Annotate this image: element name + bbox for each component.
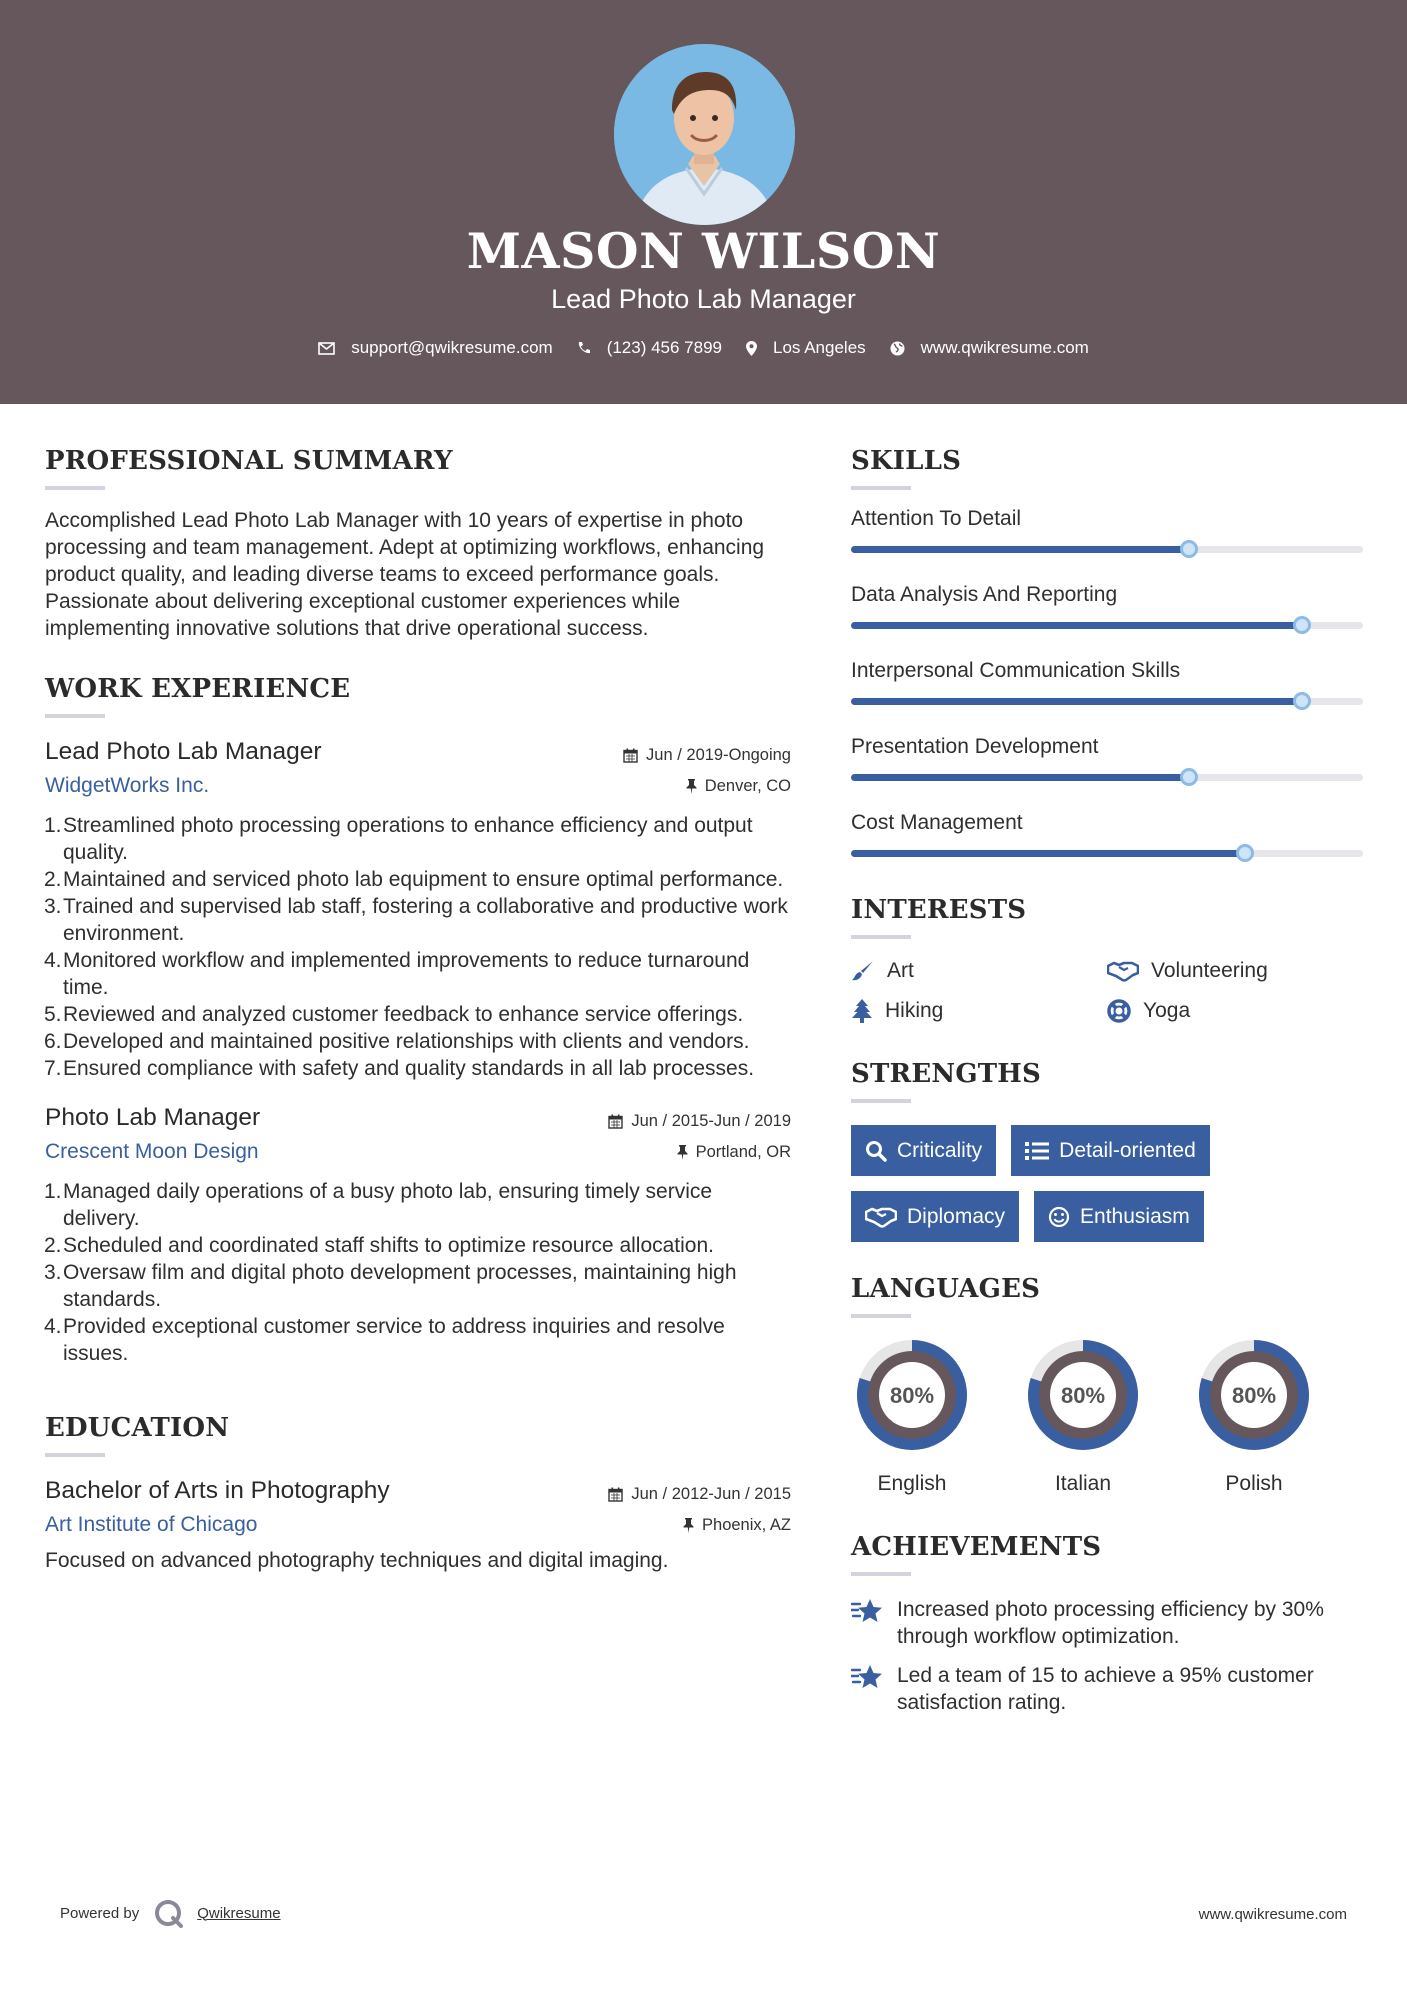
job-entry bbox=[45, 738, 791, 1082]
skill-bar bbox=[851, 774, 1363, 781]
language-ring bbox=[851, 1334, 973, 1456]
skill-bar bbox=[851, 622, 1363, 629]
language-name: Polish bbox=[1225, 1472, 1283, 1495]
list-item: 2. Maintained and serviced photo lab equipment to ensure optimal performance. bbox=[44, 868, 784, 891]
calendar-icon bbox=[608, 1487, 623, 1502]
skill-item bbox=[851, 659, 1363, 705]
list-item: 3. Trained and supervised lab staff, fostering a collaborative and productive work environment. bbox=[44, 895, 788, 945]
smile-icon bbox=[1048, 1206, 1070, 1228]
job-location-text: Portland, OR bbox=[695, 1142, 791, 1161]
skill-bar bbox=[851, 698, 1363, 705]
education-entry bbox=[45, 1477, 791, 1574]
qwikresume-link[interactable]: Qwikresume bbox=[197, 1904, 281, 1922]
language-item bbox=[1193, 1334, 1315, 1496]
skill-name: Interpersonal Communication Skills bbox=[851, 659, 1181, 682]
pushpin-icon bbox=[686, 779, 697, 794]
strength-label: Enthusiasm bbox=[1080, 1204, 1190, 1228]
skill-item bbox=[851, 735, 1363, 781]
skill-item bbox=[851, 811, 1363, 857]
contact-location bbox=[746, 338, 866, 358]
degree-title: Bachelor of Arts in Photography bbox=[45, 1477, 390, 1504]
job-role: Photo Lab Manager bbox=[45, 1104, 261, 1131]
interests-heading: INTERESTS bbox=[851, 895, 1027, 925]
star-icon bbox=[851, 1664, 884, 1692]
strengths-list bbox=[851, 1125, 1363, 1242]
skill-item bbox=[851, 583, 1363, 629]
section-divider bbox=[851, 1314, 911, 1318]
experience-section bbox=[45, 674, 791, 1367]
list-icon bbox=[1025, 1141, 1049, 1161]
language-item bbox=[851, 1334, 973, 1496]
contact-bar bbox=[0, 338, 1407, 358]
section-divider bbox=[45, 714, 105, 718]
star-icon bbox=[851, 1598, 884, 1626]
contact-website-text: www.qwikresume.com bbox=[920, 338, 1089, 357]
list-item: 3. Oversaw film and digital photo development processes, maintaining high standards. bbox=[44, 1261, 737, 1311]
skill-bar-fill bbox=[851, 546, 1189, 553]
skill-bar-knob bbox=[1293, 692, 1311, 710]
job-entry bbox=[45, 1104, 791, 1367]
phone-icon bbox=[577, 341, 591, 355]
skill-bar-knob bbox=[1236, 844, 1254, 862]
pushpin-icon bbox=[677, 1145, 688, 1160]
skill-bar-knob bbox=[1180, 540, 1198, 558]
interests-section bbox=[851, 895, 1363, 1023]
interest-label: Volunteering bbox=[1151, 959, 1268, 982]
education-description: Focused on advanced photography techniques and digital imaging. bbox=[45, 1549, 669, 1572]
section-divider bbox=[851, 1099, 911, 1103]
education-date-text: Jun / 2012-Jun / 2015 bbox=[631, 1485, 791, 1503]
duty-list bbox=[45, 1178, 791, 1367]
job-date-text: Jun / 2015-Jun / 2019 bbox=[631, 1112, 791, 1130]
language-item bbox=[1022, 1334, 1144, 1496]
skill-bar-fill bbox=[851, 850, 1245, 857]
globe-icon bbox=[890, 341, 905, 356]
interest-item bbox=[1107, 999, 1363, 1023]
footer-website[interactable]: www.qwikresume.com bbox=[1198, 1906, 1347, 1923]
achievement-text: Led a team of 15 to achieve a 95% customer satisfaction rating. bbox=[897, 1664, 1314, 1714]
person-photo-icon bbox=[614, 44, 795, 225]
strength-chip bbox=[1034, 1191, 1204, 1242]
section-divider bbox=[851, 1572, 911, 1576]
strength-chip bbox=[1011, 1125, 1210, 1176]
languages-section bbox=[851, 1274, 1363, 1496]
interest-label: Hiking bbox=[885, 999, 944, 1022]
interest-item bbox=[1107, 959, 1363, 983]
contact-phone[interactable] bbox=[577, 338, 722, 358]
pushpin-icon bbox=[683, 1518, 694, 1533]
education-location bbox=[683, 1516, 791, 1535]
candidate-title: Lead Photo Lab Manager bbox=[551, 284, 856, 314]
language-name: Italian bbox=[1054, 1472, 1112, 1495]
resume-header bbox=[0, 0, 1407, 404]
skill-bar bbox=[851, 546, 1363, 553]
skill-item bbox=[851, 507, 1363, 553]
skill-name: Data Analysis And Reporting bbox=[851, 583, 1118, 606]
achievements-heading: ACHIEVEMENTS bbox=[851, 1532, 1102, 1562]
section-divider bbox=[45, 486, 105, 490]
avatar bbox=[614, 44, 795, 225]
lifebuoy-icon bbox=[1107, 999, 1131, 1023]
skill-bar-fill bbox=[851, 774, 1189, 781]
calendar-icon bbox=[608, 1114, 623, 1129]
interest-label: Art bbox=[887, 959, 914, 982]
achievements-section bbox=[851, 1532, 1363, 1716]
job-date bbox=[608, 1112, 791, 1131]
summary-text: Accomplished Lead Photo Lab Manager with 10 years of expertise in photo processing and team management. Adept at optimizing workflows, enhancing product quality, and leading diverse teams to exceed performance goals. Passionate about delivering exceptional customer experiences while implementing innovative solutions that drive operational success. bbox=[45, 509, 765, 640]
language-ring bbox=[1022, 1334, 1144, 1456]
achievement-item bbox=[851, 1662, 1363, 1716]
skills-heading: SKILLS bbox=[851, 446, 962, 476]
contact-website[interactable] bbox=[890, 338, 1089, 358]
left-column bbox=[45, 446, 791, 1574]
handshake-icon bbox=[1107, 960, 1139, 982]
skills-section bbox=[851, 446, 1363, 857]
job-company: Crescent Moon Design bbox=[45, 1140, 259, 1163]
list-item: 1. Managed daily operations of a busy photo lab, ensuring timely service delivery. bbox=[44, 1180, 713, 1230]
section-divider bbox=[851, 486, 911, 490]
strength-label: Diplomacy bbox=[907, 1204, 1006, 1228]
skill-name: Presentation Development bbox=[851, 735, 1099, 758]
job-location bbox=[677, 1143, 791, 1162]
strength-label: Detail-oriented bbox=[1059, 1138, 1196, 1162]
strength-chip bbox=[851, 1125, 996, 1176]
contact-email[interactable] bbox=[318, 338, 553, 358]
education-date bbox=[608, 1485, 791, 1504]
strengths-heading: STRENGTHS bbox=[851, 1059, 1042, 1089]
section-divider bbox=[851, 935, 911, 939]
skill-bar-fill bbox=[851, 698, 1302, 705]
strength-chip bbox=[851, 1191, 1019, 1242]
list-item: 4. Monitored workflow and implemented improvements to reduce turnaround time. bbox=[44, 949, 750, 999]
job-role: Lead Photo Lab Manager bbox=[45, 738, 322, 765]
interest-label: Yoga bbox=[1143, 999, 1191, 1022]
language-percent: 80% bbox=[1060, 1383, 1106, 1408]
contact-location-text: Los Angeles bbox=[773, 338, 866, 357]
map-marker-icon bbox=[746, 341, 757, 356]
skill-bar-knob bbox=[1293, 616, 1311, 634]
achievement-text: Increased photo processing efficiency by 30% through workflow optimization. bbox=[897, 1598, 1324, 1648]
summary-heading: PROFESSIONAL SUMMARY bbox=[45, 446, 453, 476]
school-name: Art Institute of Chicago bbox=[45, 1513, 258, 1536]
candidate-name: MASON WILSON bbox=[466, 222, 941, 280]
calendar-icon bbox=[623, 748, 638, 763]
section-divider bbox=[45, 1453, 105, 1457]
paintbrush-icon bbox=[851, 959, 875, 983]
list-item: 5. Reviewed and analyzed customer feedback to enhance service offerings. bbox=[44, 1003, 744, 1026]
handshake-icon bbox=[865, 1206, 897, 1228]
experience-heading: WORK EXPERIENCE bbox=[45, 674, 351, 704]
right-column bbox=[851, 446, 1363, 1716]
footer-powered-by bbox=[60, 1898, 281, 1928]
language-name: English bbox=[877, 1472, 947, 1495]
job-date bbox=[623, 746, 791, 765]
job-date-text: Jun / 2019-Ongoing bbox=[646, 746, 791, 764]
achievements-list bbox=[851, 1596, 1363, 1716]
languages-list bbox=[851, 1334, 1363, 1496]
interests-list bbox=[851, 959, 1363, 1023]
interest-item bbox=[851, 999, 1107, 1023]
list-item: 1. Streamlined photo processing operations to enhance efficiency and output quality. bbox=[44, 814, 753, 864]
language-percent: 80% bbox=[1231, 1383, 1277, 1408]
powered-by-text: Powered by bbox=[60, 1904, 140, 1922]
list-item: 7. Ensured compliance with safety and quality standards in all lab processes. bbox=[44, 1057, 755, 1080]
language-percent: 80% bbox=[889, 1383, 935, 1408]
skills-list bbox=[851, 507, 1363, 857]
job-location bbox=[686, 777, 791, 796]
job-company: WidgetWorks Inc. bbox=[45, 774, 210, 797]
list-item: 6. Developed and maintained positive relationships with clients and vendors. bbox=[44, 1030, 750, 1053]
tree-icon bbox=[851, 999, 873, 1023]
contact-email-text: support@qwikresume.com bbox=[351, 338, 553, 357]
skill-name: Cost Management bbox=[851, 811, 1023, 834]
contact-phone-text: (123) 456 7899 bbox=[606, 338, 723, 357]
language-ring bbox=[1193, 1334, 1315, 1456]
skill-name: Attention To Detail bbox=[851, 507, 1022, 530]
skill-bar-fill bbox=[851, 622, 1302, 629]
duty-list bbox=[45, 812, 791, 1082]
skill-bar-knob bbox=[1180, 768, 1198, 786]
skill-bar bbox=[851, 850, 1363, 857]
strength-label: Criticality bbox=[897, 1138, 983, 1162]
languages-heading: LANGUAGES bbox=[851, 1274, 1041, 1304]
achievement-item bbox=[851, 1596, 1363, 1650]
education-location-text: Phoenix, AZ bbox=[702, 1515, 791, 1534]
strengths-section bbox=[851, 1059, 1363, 1242]
qwikresume-logo-icon bbox=[153, 1898, 187, 1928]
interest-item bbox=[851, 959, 1107, 983]
search-icon bbox=[865, 1140, 887, 1162]
education-section bbox=[45, 1413, 791, 1574]
education-heading: EDUCATION bbox=[45, 1413, 230, 1443]
list-item: 2. Scheduled and coordinated staff shifts to optimize resource allocation. bbox=[44, 1234, 714, 1257]
envelope-icon bbox=[318, 342, 335, 355]
job-location-text: Denver, CO bbox=[704, 776, 791, 795]
summary-section bbox=[45, 446, 791, 642]
list-item: 4. Provided exceptional customer service to address inquiries and resolve issues. bbox=[44, 1315, 725, 1365]
